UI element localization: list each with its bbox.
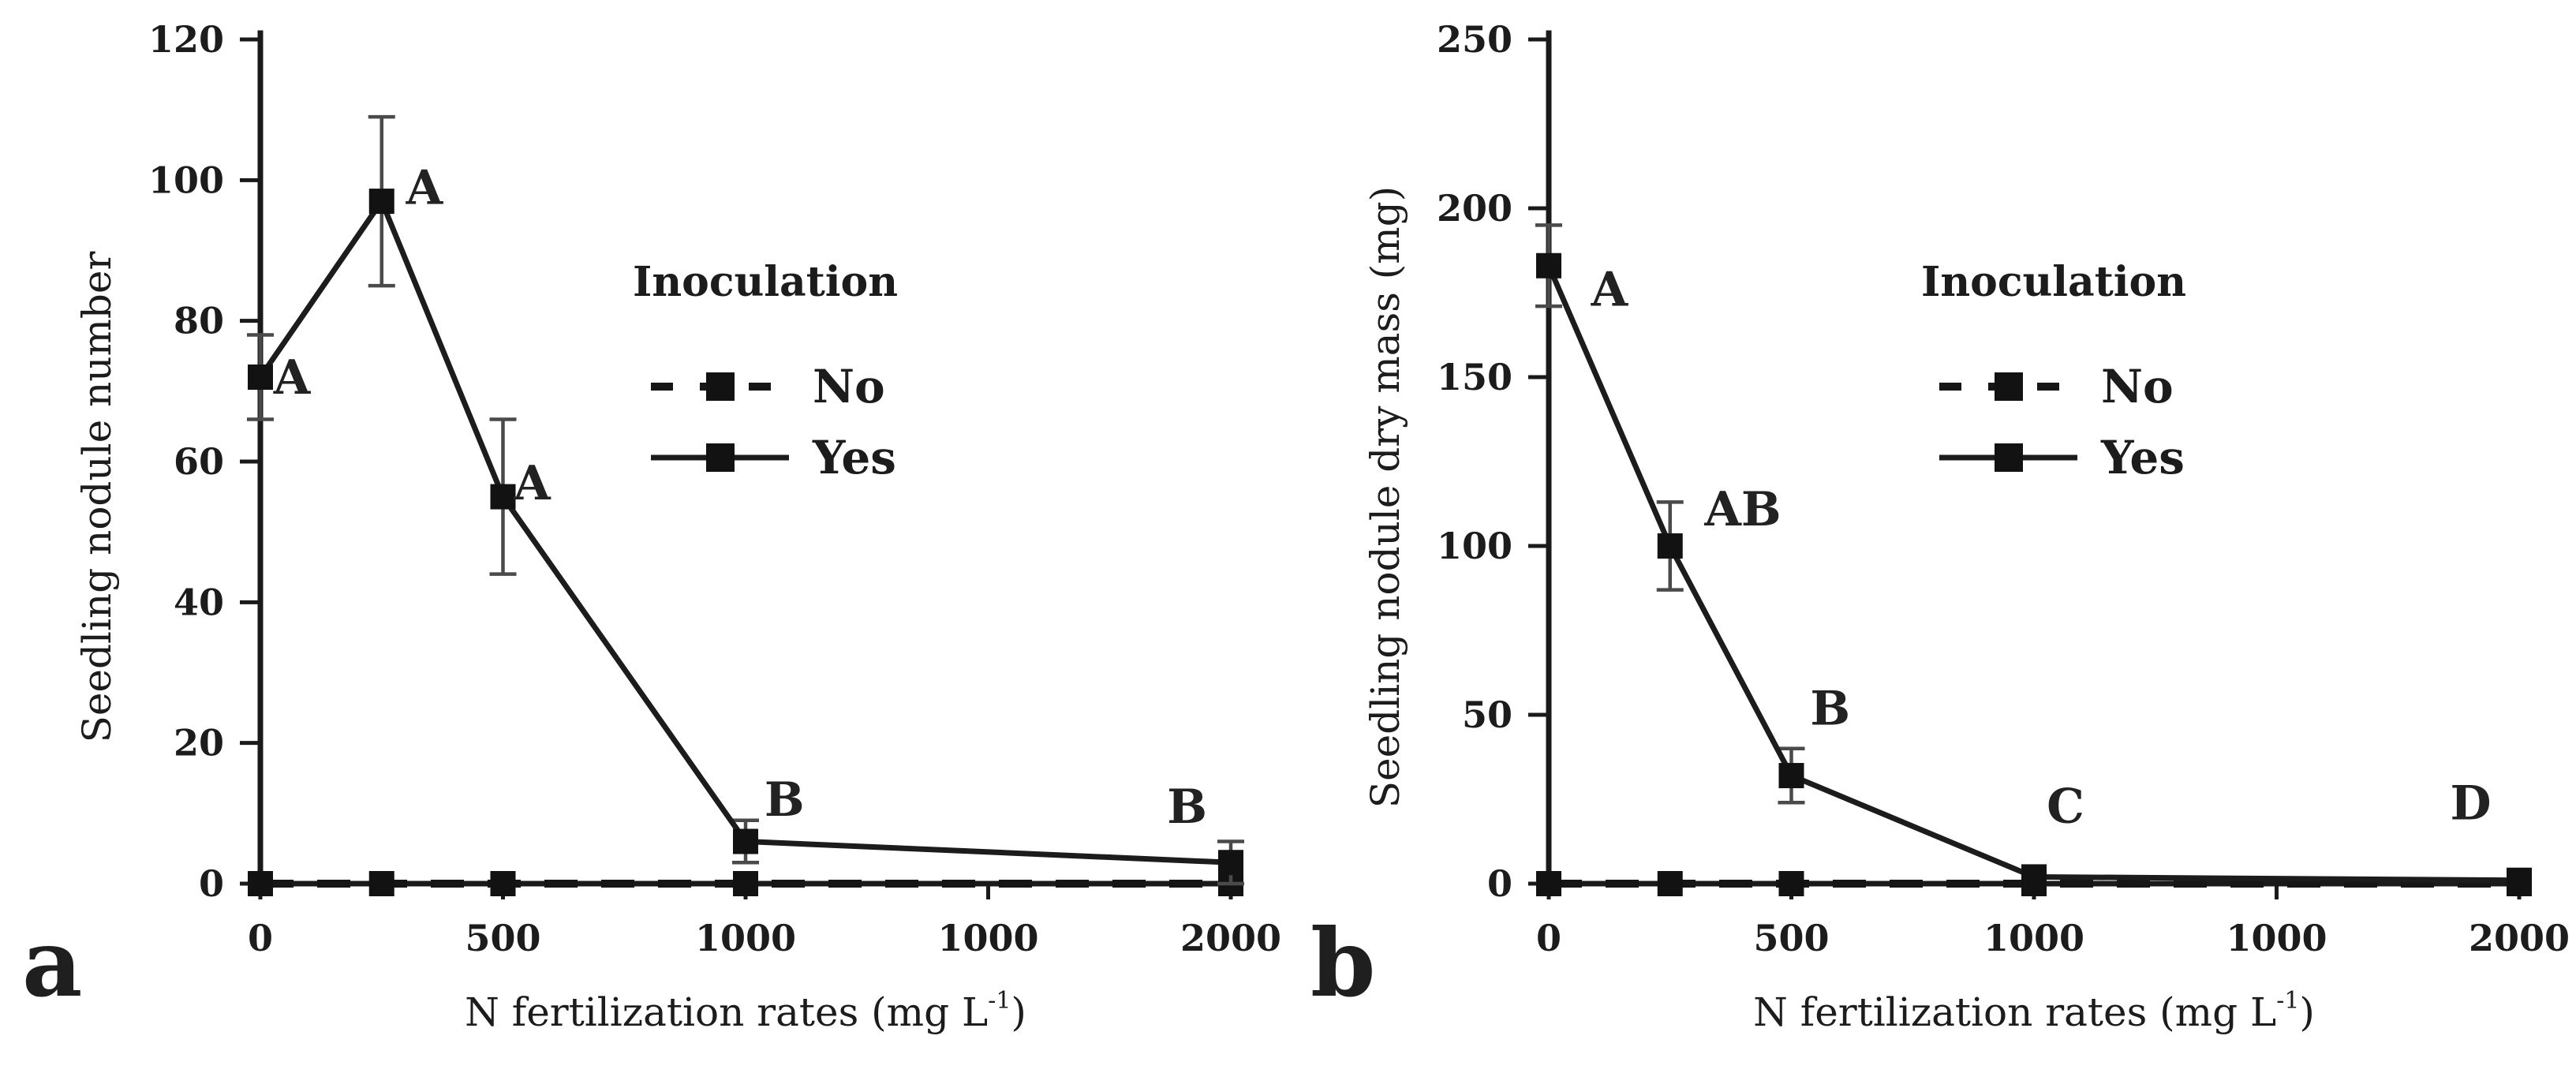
y-axis-title: Seedling nodule number: [74, 251, 120, 743]
no-marker: [733, 871, 758, 896]
series-yes: [1535, 225, 2532, 892]
x-tick-label: 1000: [1983, 917, 2085, 959]
significance-letter: B: [764, 772, 805, 828]
legend-yes-marker: [706, 443, 735, 472]
x-tick-label: 1000: [694, 917, 797, 959]
yes-marker: [1658, 533, 1683, 559]
significance-letter: A: [273, 350, 311, 406]
legend-no-marker: [706, 372, 735, 401]
legend-no-label: No: [2101, 360, 2174, 413]
no-marker: [248, 871, 273, 896]
y-tick-label: 80: [173, 299, 224, 342]
legend-yes-marker: [1995, 443, 2023, 472]
x-ticks: [248, 884, 1281, 959]
y-tick-label: 0: [1486, 862, 1512, 905]
series-yes: [247, 117, 1244, 884]
y-tick-label: 120: [148, 18, 224, 61]
yes-marker: [491, 484, 516, 510]
legend-title: Inoculation: [1921, 258, 2186, 306]
yes-marker: [1218, 850, 1243, 875]
x-tick-label: 2000: [2468, 917, 2570, 959]
y-ticks: [1437, 18, 1549, 905]
significance-letter: A: [514, 455, 551, 511]
legend-title: Inoculation: [633, 258, 898, 306]
y-tick-label: 0: [198, 862, 224, 905]
x-tick-label: 1000: [937, 917, 1039, 959]
yes-line: [1549, 266, 2519, 880]
legend-no-label: No: [813, 360, 885, 413]
legend-entry-no: [651, 360, 885, 413]
no-marker: [1779, 871, 1804, 896]
no-marker: [1658, 871, 1683, 896]
significance-letters: [1591, 263, 2492, 835]
no-marker: [1536, 871, 1561, 896]
significance-letter: C: [2047, 779, 2084, 835]
x-axis-title: N fertilization rates (mg $L^{-1}$): [1753, 987, 2315, 1035]
yes-marker: [1536, 253, 1561, 279]
legend: [1921, 258, 2186, 484]
y-tick-label: 100: [148, 159, 224, 202]
y-tick-label: 200: [1436, 187, 1512, 230]
y-tick-label: 60: [173, 440, 224, 483]
y-ticks: [148, 18, 260, 905]
significance-letter: B: [1167, 779, 1208, 835]
panel-b-chart: [1288, 0, 2576, 1073]
significance-letter: A: [406, 160, 443, 216]
legend-entry-yes: [1939, 431, 2185, 484]
yes-marker: [2507, 868, 2532, 893]
legend-no-marker: [1995, 372, 2023, 401]
significance-letter: A: [1591, 262, 1628, 318]
legend-entry-yes: [651, 431, 896, 484]
yes-marker: [1779, 763, 1804, 788]
x-tick-label: 1000: [2226, 917, 2327, 959]
yes-marker: [733, 829, 758, 854]
significance-letter: D: [2450, 776, 2492, 832]
x-tick-label: 0: [1535, 917, 1562, 959]
legend-yes-label: Yes: [2101, 431, 2185, 484]
panel-letter: a: [22, 908, 83, 1018]
x-axis-title: N fertilization rates (mg $L^{-1}$): [465, 987, 1026, 1035]
yes-marker: [248, 365, 273, 390]
x-tick-label: 0: [247, 917, 274, 959]
yes-marker: [2021, 864, 2047, 889]
y-tick-label: 100: [1436, 525, 1512, 567]
y-tick-label: 40: [173, 581, 224, 624]
no-marker: [491, 871, 516, 896]
y-tick-label: 150: [1436, 356, 1512, 398]
x-tick-label: 500: [465, 917, 541, 959]
y-tick-label: 50: [1461, 694, 1512, 736]
y-tick-label: 250: [1436, 18, 1512, 61]
no-marker: [369, 871, 394, 896]
y-axis-title: Seedling nodule dry mass (mg): [1363, 185, 1408, 809]
x-ticks: [1536, 884, 2570, 959]
x-tick-label: 2000: [1180, 917, 1282, 959]
panel-letter: b: [1310, 908, 1376, 1018]
significance-letter: B: [1810, 681, 1851, 737]
legend: [633, 258, 898, 484]
significance-letter: AB: [1704, 481, 1782, 537]
legend-entry-no: [1939, 360, 2174, 413]
x-tick-label: 500: [1753, 917, 1830, 959]
y-tick-label: 20: [173, 721, 224, 765]
yes-marker: [369, 189, 394, 214]
legend-yes-label: Yes: [813, 431, 896, 484]
